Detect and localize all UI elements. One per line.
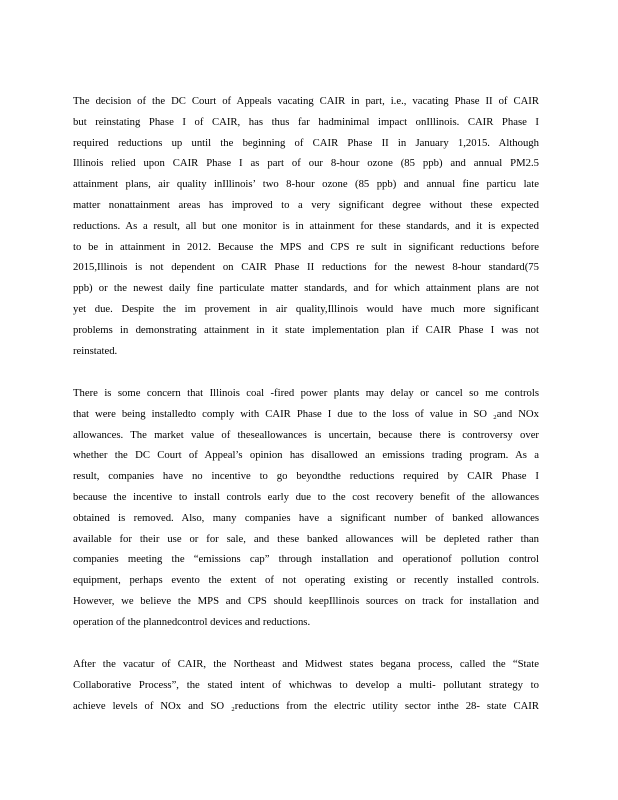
text-line: obtained is removed. Also, many companies have a significant number of banked allowances bbox=[73, 511, 539, 524]
text-line: ppb) or the newest daily fine particulate matter standards, and for which attainment plans are not bbox=[73, 282, 539, 295]
text-line: yet due. Despite the im provement in air quality,Illinois would have much more significant bbox=[73, 302, 539, 315]
text-line: companies meeting the “emissions cap” through installation and operationof pollution control bbox=[73, 553, 539, 566]
text-line: reinstated. bbox=[73, 344, 118, 357]
text-line: required reductions up until the beginning of CAIR Phase II in January 1,2015. Although bbox=[73, 136, 539, 149]
text-line: There is some concern that Illinois coal -fired power plants may delay or cancel so me controls bbox=[73, 387, 539, 399]
text-line: After the vacatur of CAIR, the Northeast and Midwest states begana process, called the “State bbox=[73, 658, 539, 670]
text-line: However, we believe the MPS and CPS should keepIllinois sources on track for installation and bbox=[73, 594, 539, 607]
paragraph-cair-decision bbox=[73, 91, 539, 361]
text-line: achieve levels of NOx and SO ₂reductions from the electric utility sector inthe 28- state CAIR bbox=[73, 699, 539, 712]
text-line: to be in attainment in 2012. Because the MPS and CPS re sult in significant reductions before bbox=[73, 240, 539, 253]
text-line: whether the DC Court of Appeal’s opinion has disallowed an emissions trading program. As a bbox=[73, 449, 539, 462]
text-line: matter nonattainment areas has improved to a very significant degree without these expected bbox=[73, 198, 539, 211]
text-line: but reinstating Phase I of CAIR, has thus far hadminimal impact onIllinois. CAIR Phase I bbox=[73, 115, 539, 128]
text-line: equipment, perhaps evento the extent of not operating existing or recently installed controls. bbox=[73, 574, 539, 587]
text-line: problems in demonstrating attainment in it state implementation plan if CAIR Phase I was not bbox=[73, 323, 539, 336]
text-line: The decision of the DC Court of Appeals vacating CAIR in part, i.e., vacating Phase II of CAIR bbox=[73, 95, 539, 107]
paragraph-state-collaborative bbox=[73, 654, 539, 716]
text-line: result, companies have no incentive to go beyondthe reductions required by CAIR Phase I bbox=[73, 470, 539, 483]
text-line: Illinois relied upon CAIR Phase I as part of our 8-hour ozone (85 ppb) and annual PM2.5 bbox=[73, 157, 539, 170]
text-line: attainment plans, air quality inIllinois’ two 8-hour ozone (85 ppb) and annual fine particu late bbox=[73, 178, 539, 191]
text-line: 2015,Illinois is not dependent on CAIR Phase II reductions for the newest 8-hour standard(75 bbox=[73, 261, 539, 274]
text-line: operation of the plannedcontrol devices and reductions. bbox=[73, 615, 311, 628]
text-line: that were being installedto comply with CAIR Phase I due to the loss of value in SO ₂and NOx bbox=[73, 407, 539, 420]
text-line: reductions. As a result, all but one monitor is in attainment for these standards, and it is expected bbox=[73, 219, 539, 232]
text-line: because the incentive to install controls early due to the cost recovery benefit of the allowances bbox=[73, 490, 539, 503]
text-line: Collaborative Process”, the stated intent of whichwas to develop a multi- pollutant strategy to bbox=[73, 678, 539, 691]
paragraph-coal-plant-concern bbox=[73, 383, 539, 633]
text-line: allowances. The market value of theseallowances is uncertain, because there is controversy over bbox=[73, 428, 539, 441]
text-line: available for their use or for sale, and these banked allowances will be depleted rather than bbox=[73, 532, 539, 545]
